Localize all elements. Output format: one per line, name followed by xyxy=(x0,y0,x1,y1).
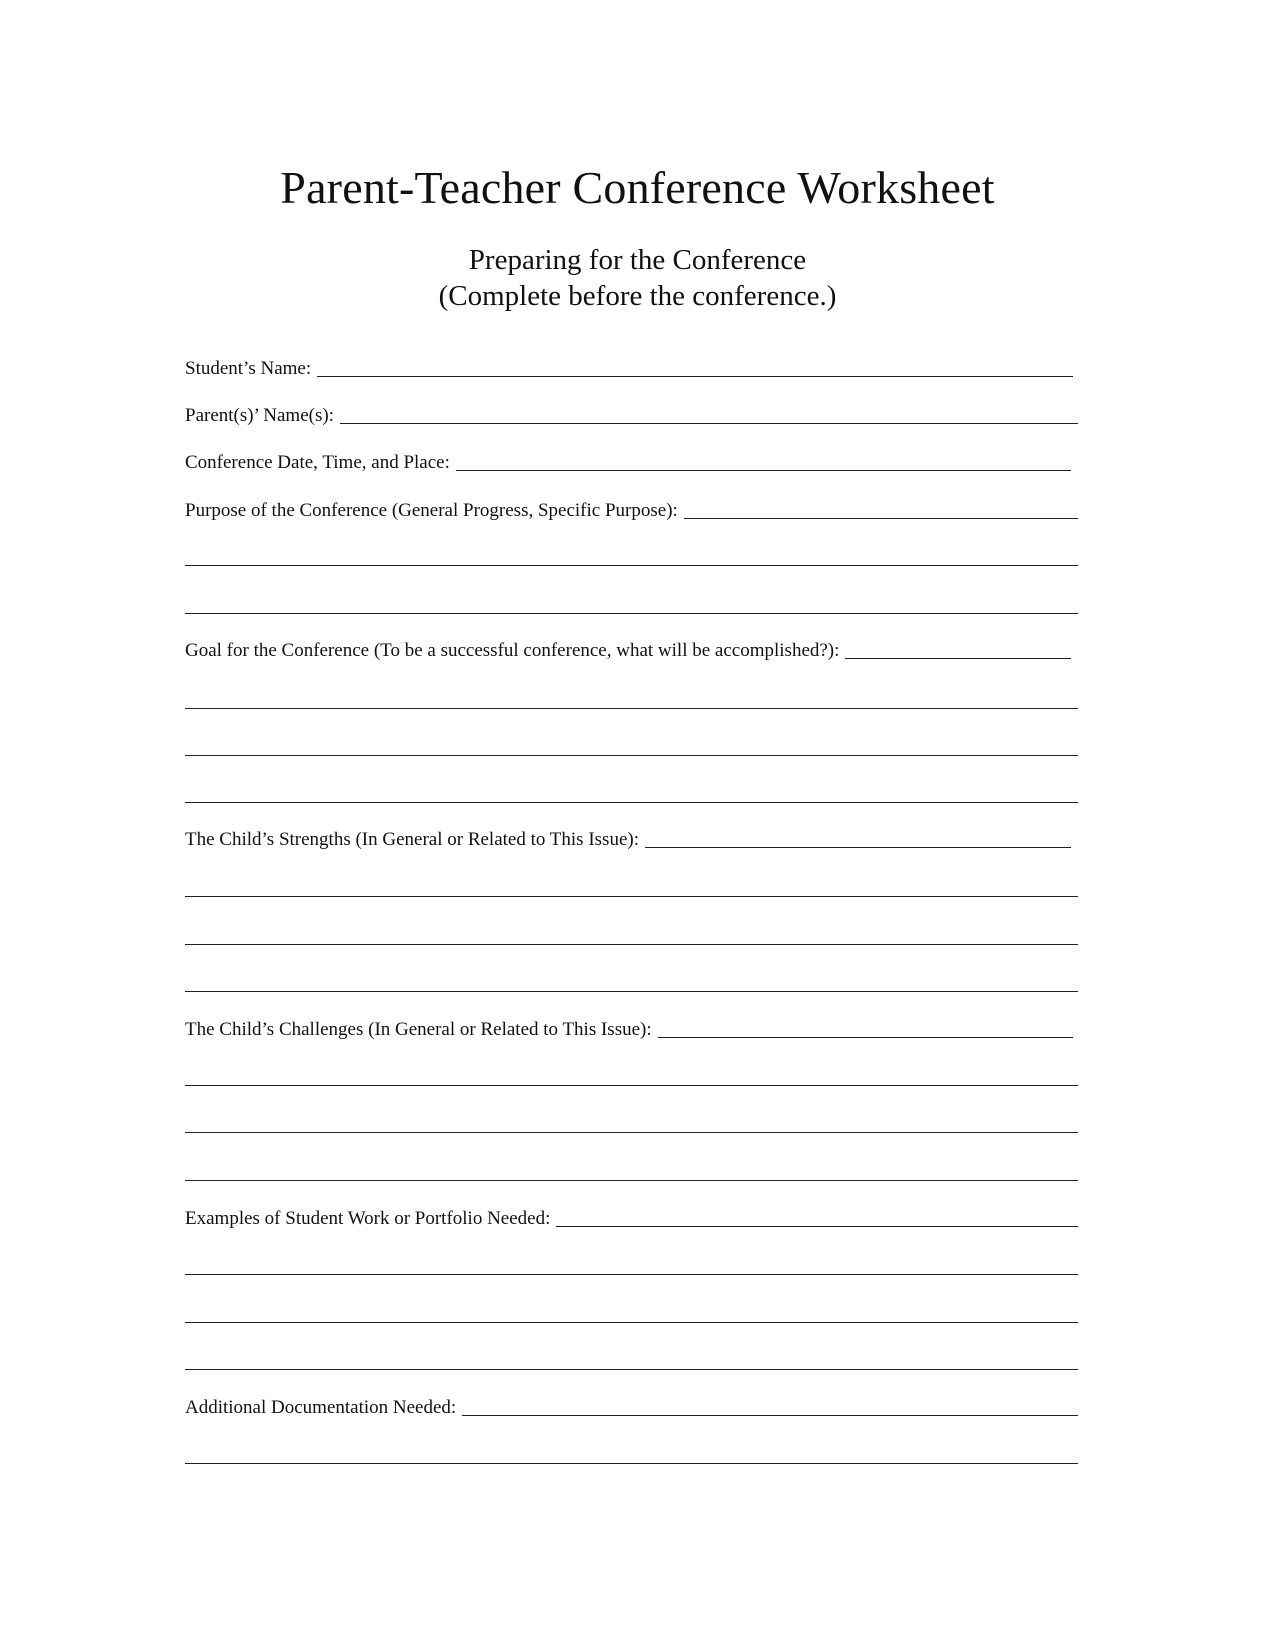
parents-names-line-1[interactable] xyxy=(340,423,788,424)
parents-names-label: Parent(s)’ Name(s): xyxy=(185,405,334,426)
goal-field[interactable] xyxy=(185,636,1071,662)
additional-documentation-extra-line[interactable] xyxy=(185,1463,1078,1464)
examples-extra-line[interactable] xyxy=(185,1369,1078,1370)
examples-line[interactable] xyxy=(556,1226,1078,1227)
examples-label: Examples of Student Work or Portfolio Needed: xyxy=(185,1208,551,1229)
strengths-line[interactable] xyxy=(645,847,1071,848)
conference-details-line[interactable] xyxy=(456,470,1071,471)
student-name-line[interactable] xyxy=(317,376,1073,377)
additional-documentation-line[interactable] xyxy=(462,1415,1078,1416)
purpose-extra-line[interactable] xyxy=(185,565,1078,566)
additional-documentation-field[interactable] xyxy=(185,1393,1078,1419)
parents-names-field[interactable] xyxy=(185,401,1078,427)
page-subtitle: Preparing for the Conference xyxy=(468,244,807,276)
conference-details-field[interactable] xyxy=(185,448,1071,474)
conference-details-label: Conference Date, Time, and Place: xyxy=(185,452,450,473)
purpose-field[interactable] xyxy=(185,496,1078,522)
challenges-line[interactable] xyxy=(658,1037,1073,1038)
examples-extra-line[interactable] xyxy=(185,1322,1078,1323)
strengths-field[interactable] xyxy=(185,825,1071,851)
goal-extra-line[interactable] xyxy=(185,708,1078,709)
challenges-extra-line[interactable] xyxy=(185,1132,1078,1133)
challenges-extra-line[interactable] xyxy=(185,1180,1078,1181)
purpose-line[interactable] xyxy=(684,518,1078,519)
goal-label: Goal for the Conference (To be a successful conference, what will be accomplished?): xyxy=(185,640,840,661)
student-name-field[interactable] xyxy=(185,354,1073,380)
challenges-extra-line[interactable] xyxy=(185,1085,1078,1086)
page-title: Parent-Teacher Conference Worksheet xyxy=(280,162,995,213)
examples-extra-line[interactable] xyxy=(185,1274,1078,1275)
goal-extra-line[interactable] xyxy=(185,755,1078,756)
parents-names-line-2[interactable] xyxy=(788,423,1078,424)
strengths-extra-line[interactable] xyxy=(185,991,1078,992)
purpose-extra-line[interactable] xyxy=(185,613,1078,614)
challenges-label: The Child’s Challenges (In General or Related to This Issue): xyxy=(185,1019,652,1040)
strengths-extra-line[interactable] xyxy=(185,944,1078,945)
goal-extra-line[interactable] xyxy=(185,802,1078,803)
purpose-label: Purpose of the Conference (General Progress, Specific Purpose): xyxy=(185,500,678,521)
strengths-label: The Child’s Strengths (In General or Related to This Issue): xyxy=(185,829,639,850)
page-instructions: (Complete before the conference.) xyxy=(438,280,837,312)
challenges-field[interactable] xyxy=(185,1015,1073,1041)
additional-documentation-label: Additional Documentation Needed: xyxy=(185,1397,457,1418)
examples-field[interactable] xyxy=(185,1204,1078,1230)
goal-line[interactable] xyxy=(845,658,1071,659)
strengths-extra-line[interactable] xyxy=(185,896,1078,897)
student-name-label: Student’s Name: xyxy=(185,358,312,379)
